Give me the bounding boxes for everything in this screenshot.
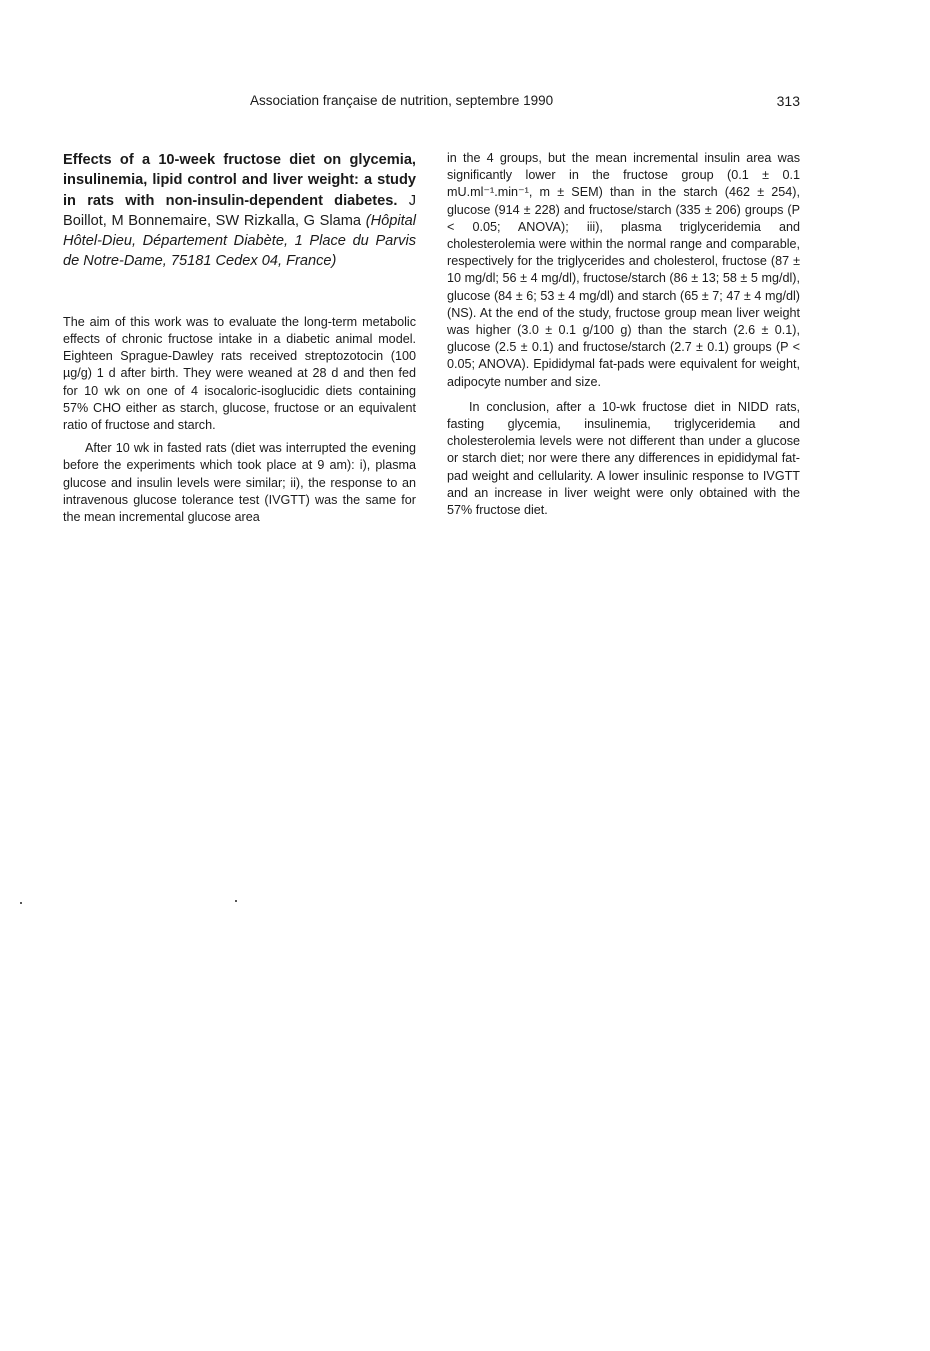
scan-speck: [235, 900, 237, 902]
page-number: 313: [776, 93, 800, 109]
abstract-paragraph: The aim of this work was to evaluate the long-term metabolic effects of chronic fructose intake in a diabetic animal model. Eighteen Sprague-Dawley rats received streptozotocin (100 µg/g) 1 d after birth. They were weaned at 28 d and then fed for 10 wk on one of 4 isocaloric-isoglucidic diets containing 57% CHO either as starch, glucose, fructose or an equivalent ratio of fructose and starch.: [63, 314, 416, 432]
article-heading: [63, 150, 416, 272]
scan-speck: [20, 902, 22, 904]
abstract-paragraph: In conclusion, after a 10-wk fructose diet in NIDD rats, fasting glycemia, insulinemia, triglyceridemia and cholesterolemia levels were not different than under a glucose or starch diet; nor were there any differences in epididymal fat-pad weight and cellularity. A lower insulinic response to IVGTT and an increase in liver weight were only obtained with the 57% fructose diet.: [447, 399, 800, 518]
left-column: [63, 150, 416, 526]
abstract-paragraph: After 10 wk in fasted rats (diet was interrupted the evening before the experiments which took place at 9 am): i), plasma glucose and insulin levels were similar; ii), the response to an intravenous glucose tolerance test (IVGTT) was the same for the mean incremental glucose area: [63, 441, 416, 525]
running-header: [60, 93, 800, 113]
right-column: [447, 150, 800, 519]
article-title: Effects of a 10-week fructose diet on glycemia, insulinemia, lipid control and liver weight: a study in rats with non-insulin-dependent diabetes.: [63, 152, 416, 209]
scan-artifacts: [0, 900, 930, 910]
article-affiliation: (Hôpital Hôtel-Dieu, Département Diabète, 1 Place du Parvis de Notre-Dame, 75181 Cedex 04, France): [63, 212, 417, 270]
journal-name: Association française de nutrition, septembre 1990: [250, 93, 554, 108]
abstract-paragraph: in the 4 groups, but the mean incremental insulin area was significantly lower in the fructose group (0.1 ± 0.1 mU.ml⁻¹.min⁻¹, m ± SEM) than in the starch (462 ± 254), glucose (914 ± 228) and fructose/starch (335 ± 206) groups (P < 0.05; ANOVA); iii), plasma triglyceridemia and cholesterolemia were within the normal range and comparable, respectively for the triglycerides and cholesterol, fructose (87 ± 10 mg/dl; 56 ± 4 mg/dl), fructose/starch (86 ± 13; 58 ± 5 mg/dl), glucose (84 ± 6; 53 ± 4 mg/dl) and starch (65 ± 7; 47 ± 4 mg/dl) (NS). At the end of the study, fructose group mean liver weight was higher (3.0 ± 0.1 g/100 g) than the starch (2.6 ± 0.1), glucose (2.5 ± 0.1) and fructose/starch (2.7 ± 0.1) groups (P < 0.05; ANOVA). Epididymal fat-pads were equivalent for weight, adipocyte number and size.: [447, 151, 800, 389]
article-authors: J Boillot, M Bonnemaire, SW Rizkalla, G Slama: [63, 192, 416, 229]
